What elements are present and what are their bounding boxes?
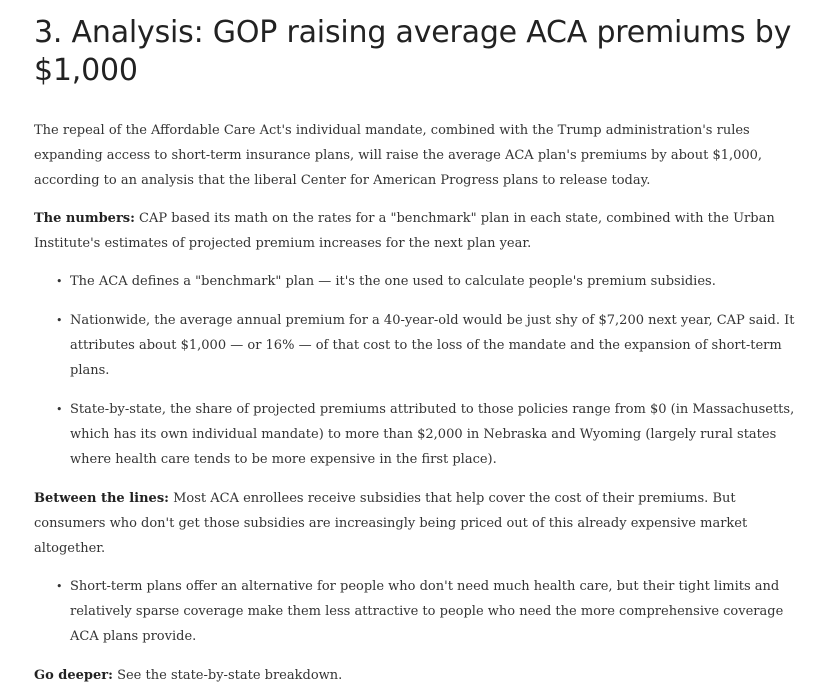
- bullet-icon: •: [56, 580, 63, 593]
- deeper-lead: Go deeper:: [34, 668, 113, 683]
- list-item: [56, 269, 802, 294]
- bullet-icon: •: [56, 275, 63, 288]
- list-item: [56, 574, 802, 649]
- numbers-paragraph: [34, 206, 802, 256]
- deeper-text-after: .: [338, 668, 343, 683]
- list-item: [56, 397, 802, 472]
- state-breakdown-link[interactable]: state-by-state breakdown: [170, 668, 339, 683]
- numbers-list: [34, 269, 802, 472]
- bullet-icon: •: [56, 403, 63, 416]
- between-text: Most ACA enrollees receive subsidies that help cover the cost of their premiums. But consumers who don't get those subsidies are increasingly being priced out of this already expensive market altogether.: [34, 491, 748, 556]
- list-item-text: Nationwide, the average annual premium for a 40-year-old would be just shy of $7,200 next year, CAP said. It attributes about $1,000 — or 16% — of that cost to the loss of the mandate and the expansion of short-term plans.: [70, 313, 795, 378]
- numbers-text: CAP based its math on the rates for a "benchmark" plan in each state, combined with the Urban Institute's estimates of projected premium increases for the next plan year.: [34, 211, 775, 251]
- article-headline: 3. Analysis: GOP raising average ACA premiums by $1,000: [34, 15, 792, 88]
- list-item-text: Short-term plans offer an alternative for people who don't need much health care, but their tight limits and relatively sparse coverage make them less attractive to people who need the more comprehensive coverage ACA plans provide.: [70, 579, 784, 644]
- numbers-lead: The numbers:: [34, 211, 135, 226]
- list-item-text: The ACA defines a "benchmark" plan — it's the one used to calculate people's premium subsidies.: [70, 274, 716, 289]
- deeper-text-before: See the: [112, 668, 171, 683]
- bullet-icon: •: [56, 314, 63, 327]
- between-list: [34, 574, 802, 649]
- list-item-text: State-by-state, the share of projected premiums attributed to those policies range from $0 (in Massachusetts, which has its own individual mandate) to more than $2,000 in Nebraska and Wyoming (largely rural states where health care tends to be more expensive in the first place).: [70, 402, 795, 467]
- between-paragraph: [34, 486, 802, 561]
- intro-paragraph: The repeal of the Affordable Care Act's individual mandate, combined with the Trump administration's rules expanding access to short-term insurance plans, will raise the average ACA plan's premiums by about $1,000, according to an analysis that the liberal Center for American Progress plans to release today.: [34, 123, 763, 188]
- list-item: [56, 308, 802, 383]
- between-lead: Between the lines:: [34, 491, 169, 506]
- deeper-paragraph: [34, 663, 802, 688]
